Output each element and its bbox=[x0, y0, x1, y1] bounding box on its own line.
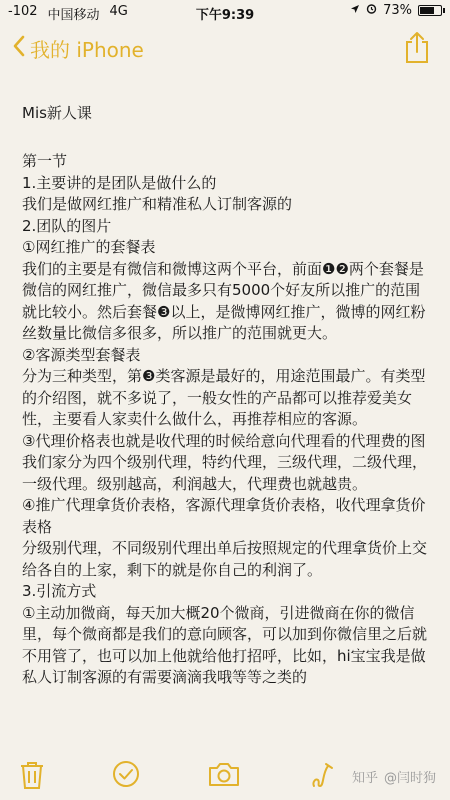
note-line: 2.团队的图片 bbox=[22, 216, 112, 235]
note-line: ①网红推广的套餐表 bbox=[22, 238, 156, 256]
carrier-name: 中国移动 bbox=[47, 8, 100, 23]
battery-fill bbox=[420, 7, 434, 14]
watermark-user: @闫时狗 bbox=[383, 771, 436, 786]
signal-strength: -102 bbox=[8, 4, 38, 19]
note-body[interactable] bbox=[22, 102, 432, 689]
battery-percent: 73% bbox=[383, 3, 412, 18]
back-label: 我的 iPhone bbox=[30, 38, 144, 62]
note-title: Mis新人课 bbox=[22, 104, 92, 122]
note-line: ③代理价格表也就是收代理的时候给意向代理看的代理费的图 bbox=[22, 431, 426, 450]
trash-icon bbox=[18, 775, 46, 794]
back-button[interactable] bbox=[12, 34, 144, 63]
note-line: 我们家分为四个级别代理，特约代理，三级代理，二级代理，一级代理。级别越高，利润越大，代理费也就越贵。 bbox=[22, 453, 428, 493]
checkmark-icon bbox=[112, 773, 140, 792]
network-type: 4G bbox=[109, 4, 128, 19]
note-line: 第一节 bbox=[22, 152, 68, 170]
note-line: 3.引流方式 bbox=[22, 582, 97, 600]
note-line: 分为三种类型，第❸类客源是最好的，用途范围最广。有类型的介绍图，就不多说了，一般女性的产品都可以推荐爱美女性，主要看人家卖什么做什么，再推荐相应的客源。 bbox=[22, 367, 426, 428]
checklist-button[interactable] bbox=[112, 760, 144, 792]
bottom-toolbar bbox=[0, 750, 450, 800]
note-line: 我们的主要是有微信和微博这两个平台，前面❶❷两个套餐是微信的网红推广，微信最多只有5000个好友所以推广的范围就比较小。然后套餐❸以上，是微博网红推广，微博的网红粉丝数量比微信多很多，所以推广的范围就更大。 bbox=[22, 259, 426, 342]
sketch-button[interactable] bbox=[308, 760, 340, 792]
location-icon bbox=[350, 3, 360, 18]
alarm-icon bbox=[366, 3, 377, 18]
pen-icon bbox=[308, 775, 336, 794]
status-right bbox=[350, 3, 442, 18]
note-line: ①主动加微商，每天加大概20个微商，引进微商在你的微信里，每个微商都是我们的意向顾客，可以加到你微信里之后就不用管了，也可以加上他就给他打招呼，比如，hi宝宝我是做私人订制客源的有需要滴滴我哦等等之类的 bbox=[22, 603, 428, 686]
note-line: 1.主要讲的是团队是做什么的 bbox=[22, 173, 217, 192]
note-line: 我们是做网红推广和精准私人订制客源的 bbox=[22, 195, 293, 213]
note-line: ②客源类型套餐表 bbox=[22, 345, 141, 364]
battery-icon bbox=[418, 5, 442, 16]
share-icon bbox=[404, 49, 430, 68]
trash-button[interactable] bbox=[18, 760, 50, 792]
camera-icon bbox=[208, 773, 240, 792]
share-button[interactable] bbox=[404, 30, 430, 64]
status-time: 下午9:39 bbox=[195, 8, 255, 23]
note-line: ④推广代理拿货价表格，客源代理拿货价表格，收代理拿货价表格 bbox=[22, 496, 426, 536]
nav-bar bbox=[0, 26, 450, 70]
camera-button[interactable] bbox=[208, 760, 240, 792]
watermark-site: 知乎 bbox=[351, 771, 378, 786]
chevron-left-icon bbox=[12, 35, 26, 62]
watermark bbox=[352, 767, 436, 786]
status-bar bbox=[0, 0, 450, 24]
note-line: 分级别代理，不同级别代理出单后按照规定的代理拿货价上交给各自的上家，剩下的就是你自己的利润了。 bbox=[22, 539, 428, 579]
